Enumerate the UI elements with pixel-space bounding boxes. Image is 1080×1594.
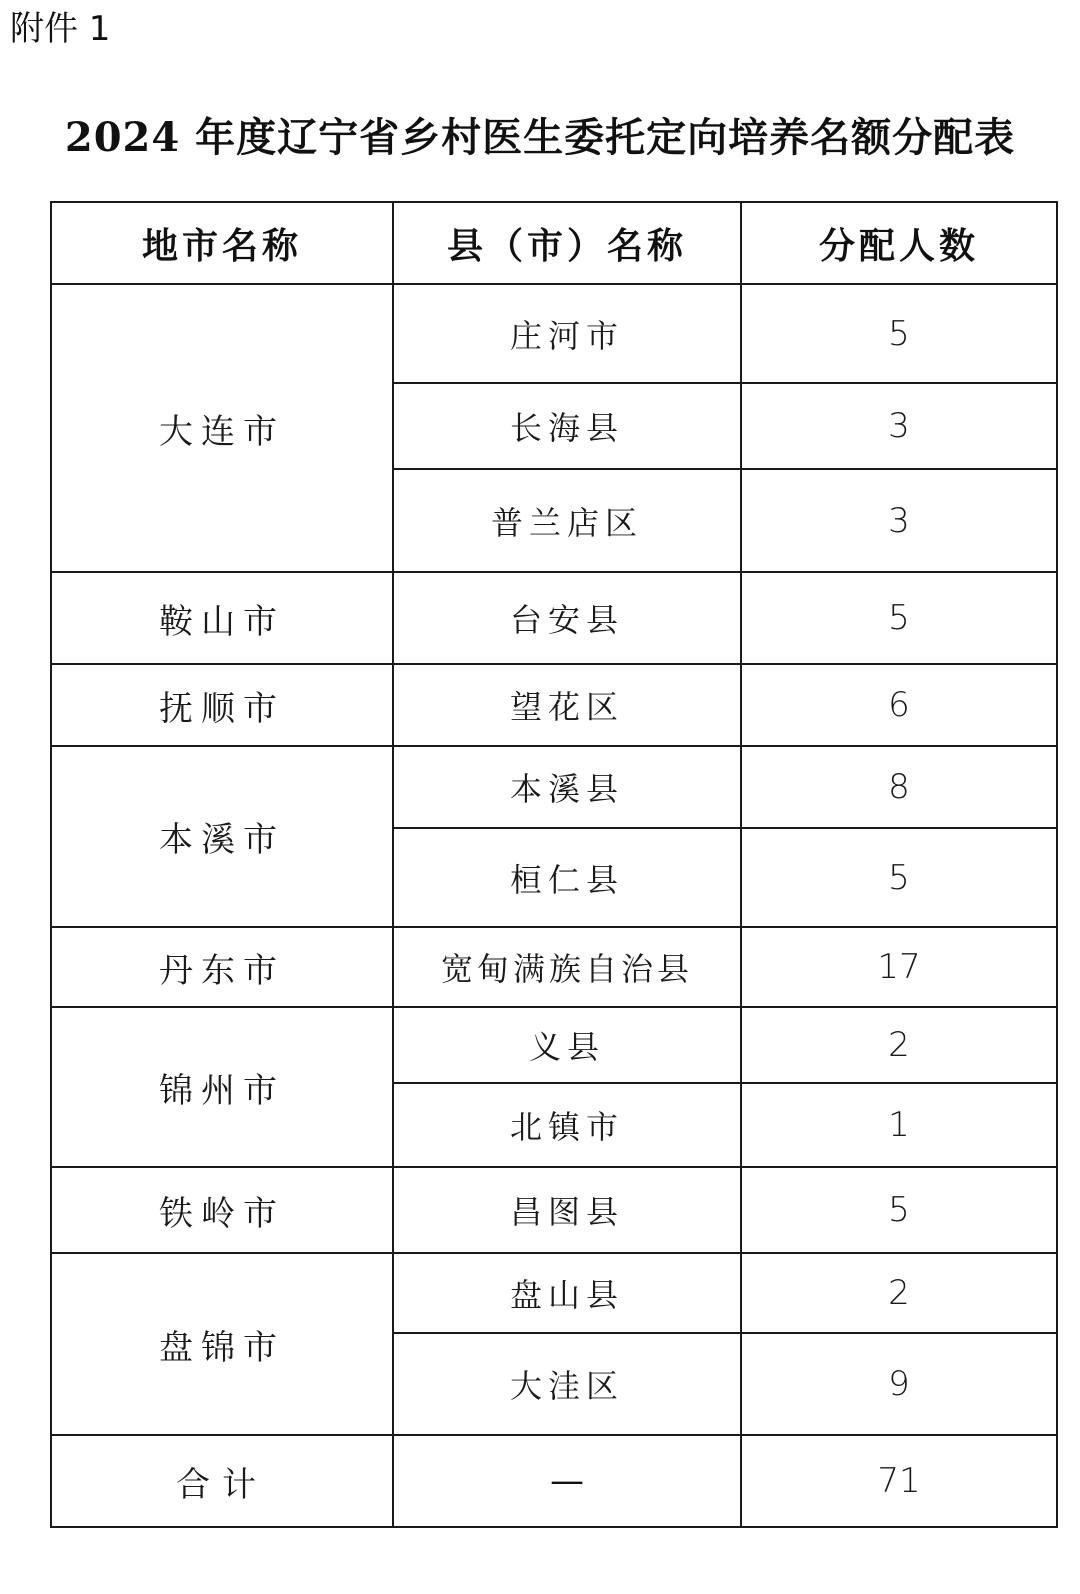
county-cell: 大洼区 — [393, 1333, 741, 1435]
count-cell: 3 — [741, 469, 1057, 572]
table-row — [51, 1167, 1057, 1253]
county-cell: 北镇市 — [393, 1083, 741, 1167]
county-cell: 台安县 — [393, 572, 741, 664]
count-cell: 8 — [741, 746, 1057, 828]
city-cell: 抚顺市 — [51, 664, 393, 746]
table-row — [51, 1253, 1057, 1333]
header-city: 地市名称 — [51, 202, 393, 284]
city-cell: 大连市 — [51, 284, 393, 572]
count-cell: 5 — [741, 1167, 1057, 1253]
city-cell: 铁岭市 — [51, 1167, 393, 1253]
county-cell: 昌图县 — [393, 1167, 741, 1253]
county-cell: 普兰店区 — [393, 469, 741, 572]
header-count: 分配人数 — [741, 202, 1057, 284]
count-cell: 2 — [741, 1007, 1057, 1083]
county-cell: 宽甸满族自治县 — [393, 927, 741, 1007]
county-cell: 本溪县 — [393, 746, 741, 828]
total-county-dash: — — [393, 1435, 741, 1527]
city-cell: 锦州市 — [51, 1007, 393, 1167]
table-row — [51, 746, 1057, 828]
attachment-label: 附件 1 — [10, 9, 111, 49]
total-label: 合计 — [51, 1435, 393, 1527]
count-cell: 17 — [741, 927, 1057, 1007]
city-cell: 丹东市 — [51, 927, 393, 1007]
table-row — [51, 572, 1057, 664]
count-cell: 6 — [741, 664, 1057, 746]
header-county: 县（市）名称 — [393, 202, 741, 284]
count-cell: 2 — [741, 1253, 1057, 1333]
page-title: 2024 年度辽宁省乡村医生委托定向培养名额分配表 — [64, 114, 1016, 161]
total-row — [51, 1435, 1057, 1527]
county-cell: 庄河市 — [393, 284, 741, 383]
count-cell: 5 — [741, 572, 1057, 664]
allocation-table — [50, 201, 1058, 1528]
county-cell: 桓仁县 — [393, 828, 741, 927]
city-cell: 鞍山市 — [51, 572, 393, 664]
city-cell: 本溪市 — [51, 746, 393, 927]
county-cell: 义县 — [393, 1007, 741, 1083]
count-cell: 3 — [741, 383, 1057, 469]
table-row — [51, 1007, 1057, 1083]
table-header-row — [51, 202, 1057, 284]
table-row — [51, 664, 1057, 746]
table-row — [51, 927, 1057, 1007]
count-cell: 5 — [741, 828, 1057, 927]
table-row — [51, 284, 1057, 383]
count-cell: 5 — [741, 284, 1057, 383]
county-cell: 望花区 — [393, 664, 741, 746]
count-cell: 1 — [741, 1083, 1057, 1167]
county-cell: 长海县 — [393, 383, 741, 469]
county-cell: 盘山县 — [393, 1253, 741, 1333]
total-count: 71 — [741, 1435, 1057, 1527]
count-cell: 9 — [741, 1333, 1057, 1435]
city-cell: 盘锦市 — [51, 1253, 393, 1435]
